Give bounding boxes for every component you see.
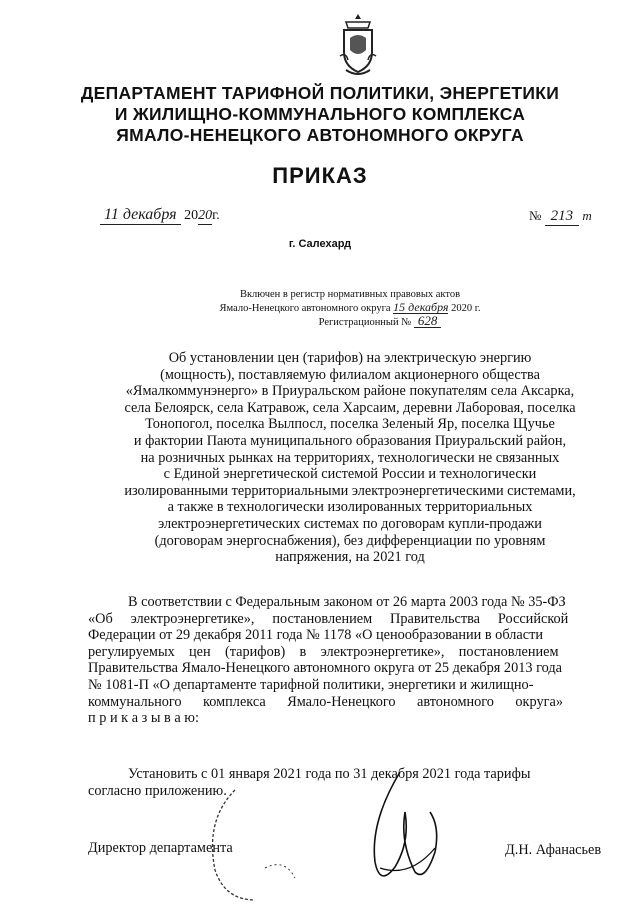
subject-line: электроэнергетических системах по договорам купли-продажи bbox=[158, 515, 542, 532]
preamble-line: Федерации от 29 декабря 2011 года № 1178 «О ценообразовании в области bbox=[88, 627, 543, 644]
coat-of-arms-emblem bbox=[336, 12, 380, 78]
document-date bbox=[100, 206, 220, 225]
subject-line: и фактории Паюта муниципального образования Приуральский район, bbox=[133, 432, 567, 449]
date-suffix: г. bbox=[212, 208, 220, 223]
order-line: Установить с 01 января 2021 года по 31 декабря 2021 года тарифы bbox=[128, 766, 531, 782]
order-verb: п р и к а з ы в а ю: bbox=[88, 710, 199, 727]
registry-date-handwritten: 15 декабря bbox=[393, 300, 449, 314]
subject-line: изолированными территориальными электроэнергетическими системами, bbox=[124, 482, 576, 499]
document-number bbox=[529, 208, 592, 226]
subject-line: напряжения, на 2021 год bbox=[275, 549, 425, 566]
department-name-line-2: И ЖИЛИЩНО-КОММУНАЛЬНОГО КОМПЛЕКСА bbox=[114, 104, 526, 124]
order-subject bbox=[85, 350, 615, 566]
number-prefix: № bbox=[529, 208, 542, 223]
registry-stamp bbox=[185, 289, 515, 329]
subject-line: Об установлении цен (тарифов) на электрическую энергию bbox=[168, 350, 532, 366]
order-text bbox=[88, 766, 610, 799]
date-year-prefix: 20 bbox=[184, 208, 199, 223]
date-year-suffix: 20 bbox=[198, 208, 213, 223]
subject-line: (договорам энергоснабжения), без дифференциации по уровням bbox=[154, 532, 546, 549]
preamble-line: № 1081-П «О департаменте тарифной политики, энергетики и жилищно- bbox=[88, 676, 534, 693]
preamble-line: коммунального комплекса Ямало-Ненецкого автономного округа» bbox=[88, 693, 563, 710]
date-handwritten: 11 декабря bbox=[100, 206, 181, 225]
number-handwritten: 213 bbox=[545, 208, 580, 226]
department-name-line-1: ДЕПАРТАМЕНТ ТАРИФНОЙ ПОЛИТИКИ, ЭНЕРГЕТИКИ bbox=[80, 83, 560, 103]
director-signature bbox=[360, 768, 450, 893]
document-title: ПРИКАЗ bbox=[272, 163, 368, 188]
registry-number-handwritten: 628 bbox=[414, 315, 442, 328]
signature-name: Д.Н. Афанасьев bbox=[505, 842, 602, 858]
number-suffix: т bbox=[582, 208, 592, 223]
city: г. Салехард bbox=[288, 238, 352, 250]
registry-line-3: Регистрационный № 628 bbox=[185, 315, 515, 329]
registry-line-1: Включен в регистр нормативных правовых актов bbox=[239, 289, 461, 300]
subject-line: на розничных рынках на территориях, технологически не связанных bbox=[140, 449, 560, 466]
preamble-line: Правительства Ямало-Ненецкого автономного округа от 25 декабря 2013 года bbox=[88, 660, 562, 677]
registry-line-2: Ямало-Ненецкого автономного округа 15 декабря 2020 г. bbox=[219, 300, 481, 314]
preamble-line: В соответствии с Федеральным законом от 26 марта 2003 года № 35-ФЗ bbox=[128, 594, 566, 610]
preamble-line: «Об электроэнергетике», постановлением Правительства Российской bbox=[88, 610, 569, 627]
signature-position: Директор департамента bbox=[88, 840, 233, 856]
subject-line: а также в технологически изолированных территориальных bbox=[167, 499, 533, 516]
order-line: согласно приложению. bbox=[88, 782, 227, 799]
department-name-line-3: ЯМАЛО-НЕНЕЦКОГО АВТОНОМНОГО ОКРУГА bbox=[116, 125, 524, 145]
subject-line: села Белоярск, села Катравож, села Харсаим, деревни Лаборовая, поселка bbox=[124, 399, 576, 416]
preamble-line: регулируемых цен (тарифов) в электроэнергетике», постановлением bbox=[88, 643, 559, 660]
subject-line: Тонопогол, поселка Вылпосл, поселка Зеленый Яр, поселка Щучье bbox=[145, 416, 555, 433]
preamble bbox=[88, 594, 610, 727]
subject-line: (мощность), поставляемую филиалом акционерного общества bbox=[160, 366, 540, 383]
subject-line: с Единой энергетической системой России и технологически bbox=[163, 466, 537, 483]
subject-line: «Ямалкоммунэнерго» в Приуральском районе покупателям села Аксарка, bbox=[125, 383, 575, 400]
